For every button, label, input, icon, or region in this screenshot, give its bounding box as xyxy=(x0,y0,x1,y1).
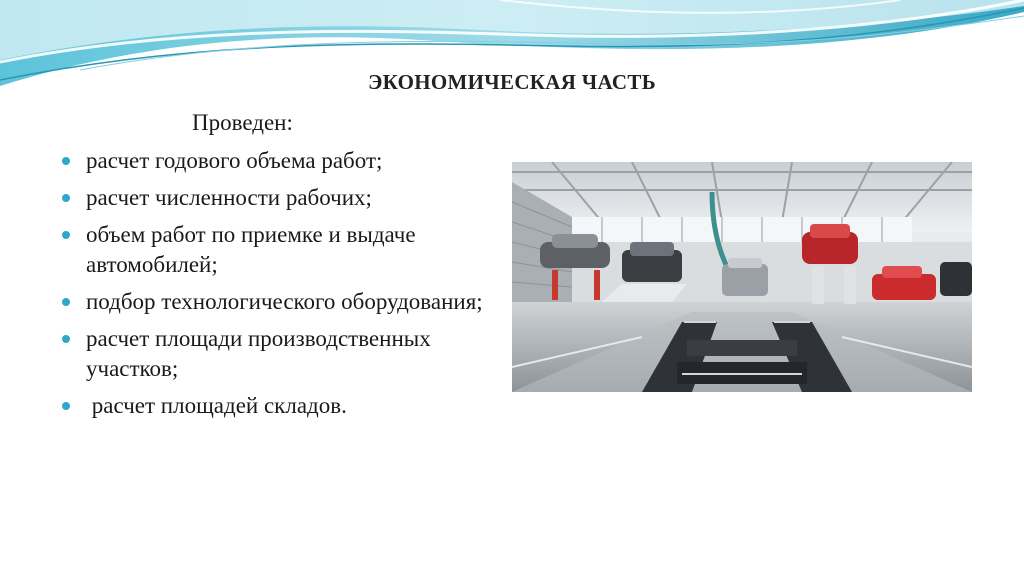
bullet-dot-icon xyxy=(62,231,70,239)
bullet-dot-icon xyxy=(62,194,70,202)
list-item-text: расчет площади производственных участков; xyxy=(86,326,431,381)
intro-text: Проведен: xyxy=(192,110,293,135)
list-item-text: расчет численности рабочих; xyxy=(86,185,372,210)
list-item xyxy=(62,391,492,421)
car-service-workshop-image xyxy=(512,162,972,392)
list-item xyxy=(62,220,492,280)
list-item-text: расчет годового объема работ; xyxy=(86,148,383,173)
list-item-text: объем работ по приемке и выдаче автомобилей; xyxy=(86,222,416,277)
bullet-dot-icon xyxy=(62,157,70,165)
bullet-dot-icon xyxy=(62,298,70,306)
bullet-list xyxy=(62,146,492,428)
bullet-dot-icon xyxy=(62,335,70,343)
slide-title: ЭКОНОМИЧЕСКАЯ ЧАСТЬ xyxy=(368,70,656,94)
list-item xyxy=(62,146,492,176)
list-item xyxy=(62,324,492,384)
list-item-text: расчет площадей складов. xyxy=(86,393,347,418)
list-item xyxy=(62,287,492,317)
workshop-photo xyxy=(512,162,972,392)
list-item-text: подбор технологического оборудования; xyxy=(86,289,483,314)
bullet-dot-icon xyxy=(62,402,70,410)
list-item xyxy=(62,183,492,213)
